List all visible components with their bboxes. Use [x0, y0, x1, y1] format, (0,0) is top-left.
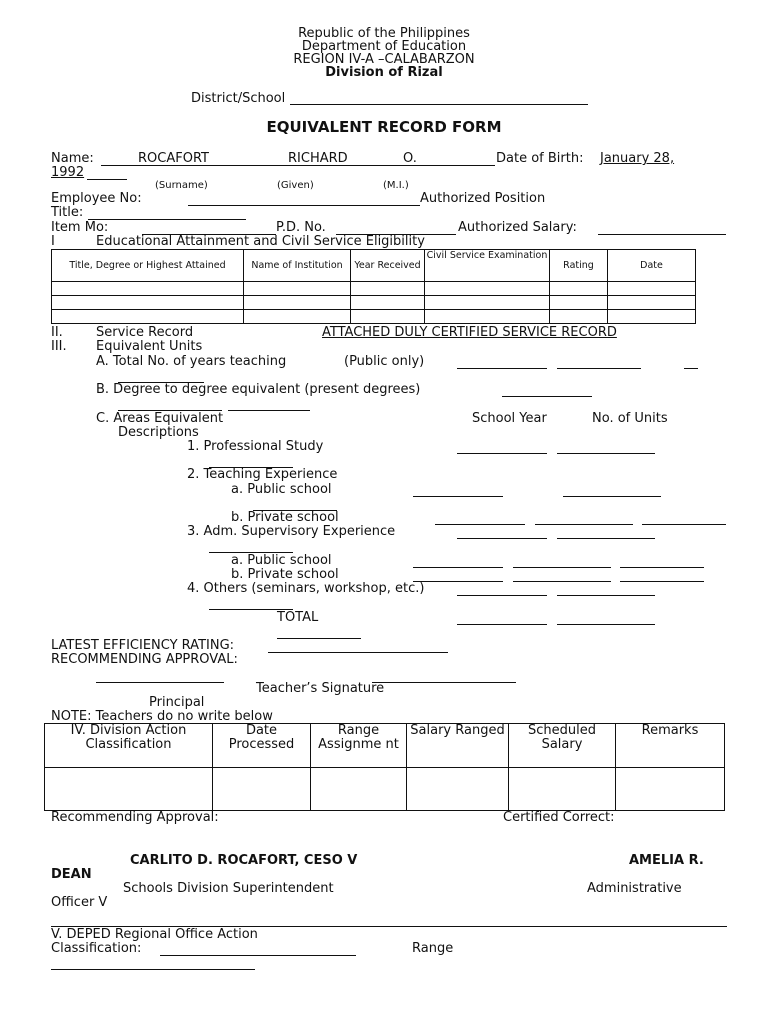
latest-rating-label: LATEST EFFICIENCY RATING: — [51, 638, 235, 653]
item-4-year[interactable] — [457, 595, 547, 596]
signatory-2-name: AMELIA R. — [629, 853, 704, 868]
regional-extra-field[interactable] — [51, 969, 255, 970]
item-b-field-3[interactable] — [228, 410, 310, 411]
item-a-field-3[interactable] — [684, 368, 698, 369]
cell[interactable] — [608, 282, 696, 296]
table-row — [52, 296, 696, 310]
name-label: Name: — [51, 151, 94, 166]
signatory-2-title-cont: Officer V — [51, 895, 108, 910]
item-no-label: Item Mo: — [51, 220, 109, 235]
regional-classification-field[interactable] — [160, 955, 356, 956]
footer-certified-label: Certified Correct: — [503, 810, 615, 825]
cell[interactable] — [213, 768, 311, 811]
given-caption: (Given) — [277, 180, 314, 191]
item-3-label: 3. Adm. Supervisory Experience — [187, 524, 396, 539]
signatory-2-surname: DEAN — [51, 867, 92, 882]
employee-no-field[interactable] — [188, 205, 420, 206]
cell[interactable] — [52, 296, 244, 310]
item-b-label: B. Degree to degree equivalent (present degrees) — [96, 382, 421, 397]
authorized-position-label: Authorized Position — [420, 191, 546, 206]
employee-no-label: Employee No: — [51, 191, 142, 206]
dob-year: 1992 — [51, 165, 85, 180]
mi-caption: (M.I.) — [383, 180, 409, 191]
school-year-header: School Year — [472, 411, 547, 426]
cell[interactable] — [244, 296, 351, 310]
item-b-field[interactable] — [502, 396, 592, 397]
service-record-value: ATTACHED DULY CERTIFIED SERVICE RECORD — [322, 325, 617, 340]
teacher-signature-line[interactable] — [372, 682, 516, 683]
item-1-label: 1. Professional Study — [187, 439, 324, 454]
dob-value: January 28, — [600, 151, 675, 166]
th-institution: Name of Institution — [244, 250, 351, 282]
section1-label: Educational Attainment and Civil Service Eligibility — [96, 234, 425, 249]
principal-label: Principal — [149, 695, 205, 710]
item-2b-label: b. Private school — [231, 510, 339, 525]
cell[interactable] — [608, 310, 696, 324]
item-3a-label: a. Public school — [231, 553, 332, 568]
table-row — [45, 768, 725, 811]
note-label: NOTE: Teachers do no write below — [51, 709, 273, 724]
cell[interactable] — [351, 282, 425, 296]
cell[interactable] — [550, 282, 608, 296]
cell[interactable] — [52, 282, 244, 296]
item-4-label: 4. Others (seminars, workshop, etc.) — [187, 581, 425, 596]
signatory-1-name: CARLITO D. ROCAFORT, CESO V — [130, 853, 358, 868]
education-table — [51, 249, 696, 324]
section3-label: Equivalent Units — [96, 339, 203, 354]
th-year-received: Year Received — [351, 250, 425, 282]
recommender-signature-line[interactable] — [96, 682, 224, 683]
th-salary-ranged: Salary Ranged — [407, 724, 509, 768]
title-label: Title: — [51, 205, 84, 220]
cell[interactable] — [244, 282, 351, 296]
item-1-units[interactable] — [557, 453, 655, 454]
section1-num: I — [51, 234, 55, 249]
item-3-year[interactable] — [457, 538, 547, 539]
th-title-degree: Title, Degree or Highest Attained — [52, 250, 244, 282]
total-year[interactable] — [457, 624, 547, 625]
item-a-field-2[interactable] — [557, 368, 641, 369]
item-c-label: C. Areas Equivalent — [96, 411, 224, 426]
item-2b-field-3[interactable] — [642, 524, 726, 525]
item-3b-field-1[interactable] — [413, 581, 503, 582]
surname-value: ROCAFORT — [138, 151, 209, 166]
cell[interactable] — [616, 768, 725, 811]
item-2a-year[interactable] — [413, 496, 503, 497]
dob-year-line — [87, 179, 127, 180]
regional-classification-label: Classification: — [51, 941, 142, 956]
section2-label: Service Record — [96, 325, 194, 340]
item-3b-label: b. Private school — [231, 567, 339, 582]
item-1-year[interactable] — [457, 453, 547, 454]
section2-num: II. — [51, 325, 63, 340]
no-units-header: No. of Units — [592, 411, 668, 426]
cell[interactable] — [550, 310, 608, 324]
footer-recommending-label: Recommending Approval: — [51, 810, 219, 825]
th-range-assignment: Range Assignme nt — [311, 724, 407, 768]
cell[interactable] — [407, 768, 509, 811]
table-row — [52, 282, 696, 296]
pd-no-label: P.D. No. — [276, 220, 326, 235]
item-3b-field-3[interactable] — [620, 581, 704, 582]
item-2a-units[interactable] — [563, 496, 661, 497]
th-rating: Rating — [550, 250, 608, 282]
item-3a-field-3[interactable] — [620, 567, 704, 568]
th-civil-service: Civil Service Examination — [425, 250, 550, 282]
dob-label: Date of Birth: — [496, 151, 584, 166]
mi-value: O. — [403, 151, 417, 166]
cell[interactable] — [351, 296, 425, 310]
cell[interactable] — [608, 296, 696, 310]
header-department: Department of Education — [301, 39, 467, 54]
authorized-salary-label: Authorized Salary: — [458, 220, 577, 235]
item-c-descriptions: Descriptions — [118, 425, 199, 440]
header-division: Division of Rizal — [325, 65, 443, 80]
title-field[interactable] — [88, 219, 246, 220]
th-date-processed: Date Processed — [213, 724, 311, 768]
teacher-signature-label: Teacher’s Signature — [256, 681, 385, 696]
cell[interactable] — [52, 310, 244, 324]
item-4-units[interactable] — [557, 595, 655, 596]
cell[interactable] — [45, 768, 213, 811]
cell[interactable] — [425, 310, 550, 324]
th-date: Date — [608, 250, 696, 282]
cell[interactable] — [509, 768, 616, 811]
item-3-units[interactable] — [557, 538, 655, 539]
header-region: REGION IV-A –CALABARZON — [293, 52, 475, 67]
division-action-table — [44, 723, 725, 811]
cell[interactable] — [244, 310, 351, 324]
cell[interactable] — [311, 768, 407, 811]
total-units[interactable] — [557, 624, 655, 625]
item-3b-field-2[interactable] — [513, 581, 611, 582]
latest-rating-field[interactable] — [268, 652, 448, 653]
total-label: TOTAL — [277, 610, 319, 625]
header-republic: Republic of the Philippines — [298, 26, 470, 41]
item-a-field-1[interactable] — [457, 368, 547, 369]
th-remarks: Remarks — [616, 724, 725, 768]
given-value: RICHARD — [288, 151, 348, 166]
surname-caption: (Surname) — [155, 180, 208, 191]
section5-label: V. DEPED Regional Office Action — [51, 927, 258, 942]
item-3a-field-2[interactable] — [513, 567, 611, 568]
item-2a-label: a. Public school — [231, 482, 332, 497]
cell[interactable] — [351, 310, 425, 324]
cell[interactable] — [425, 282, 550, 296]
item-2-label: 2. Teaching Experience — [187, 467, 338, 482]
cell[interactable] — [550, 296, 608, 310]
regional-range-label: Range — [412, 941, 454, 956]
signatory-2-title: Administrative — [587, 881, 682, 896]
th-scheduled-salary: Scheduled Salary — [509, 724, 616, 768]
form-title: EQUIVALENT RECORD FORM — [266, 118, 502, 136]
item-2b-field-2[interactable] — [535, 524, 633, 525]
item-a-note: (Public only) — [344, 354, 425, 369]
th-division-classification: IV. Division Action Classification — [45, 724, 213, 768]
authorized-salary-field[interactable] — [598, 234, 726, 235]
section3-num: III. — [51, 339, 67, 354]
item-2b-field-1[interactable] — [435, 524, 525, 525]
item-3a-field-1[interactable] — [413, 567, 503, 568]
cell[interactable] — [425, 296, 550, 310]
item-a-label: A. Total No. of years teaching — [96, 354, 287, 369]
district-label: District/School — [191, 91, 286, 106]
signatory-1-title: Schools Division Superintendent — [123, 881, 334, 896]
table-row — [52, 310, 696, 324]
district-field[interactable] — [290, 104, 588, 105]
total-extra[interactable] — [277, 638, 361, 639]
recommending-approval-label: RECOMMENDING APPROVAL: — [51, 652, 238, 667]
